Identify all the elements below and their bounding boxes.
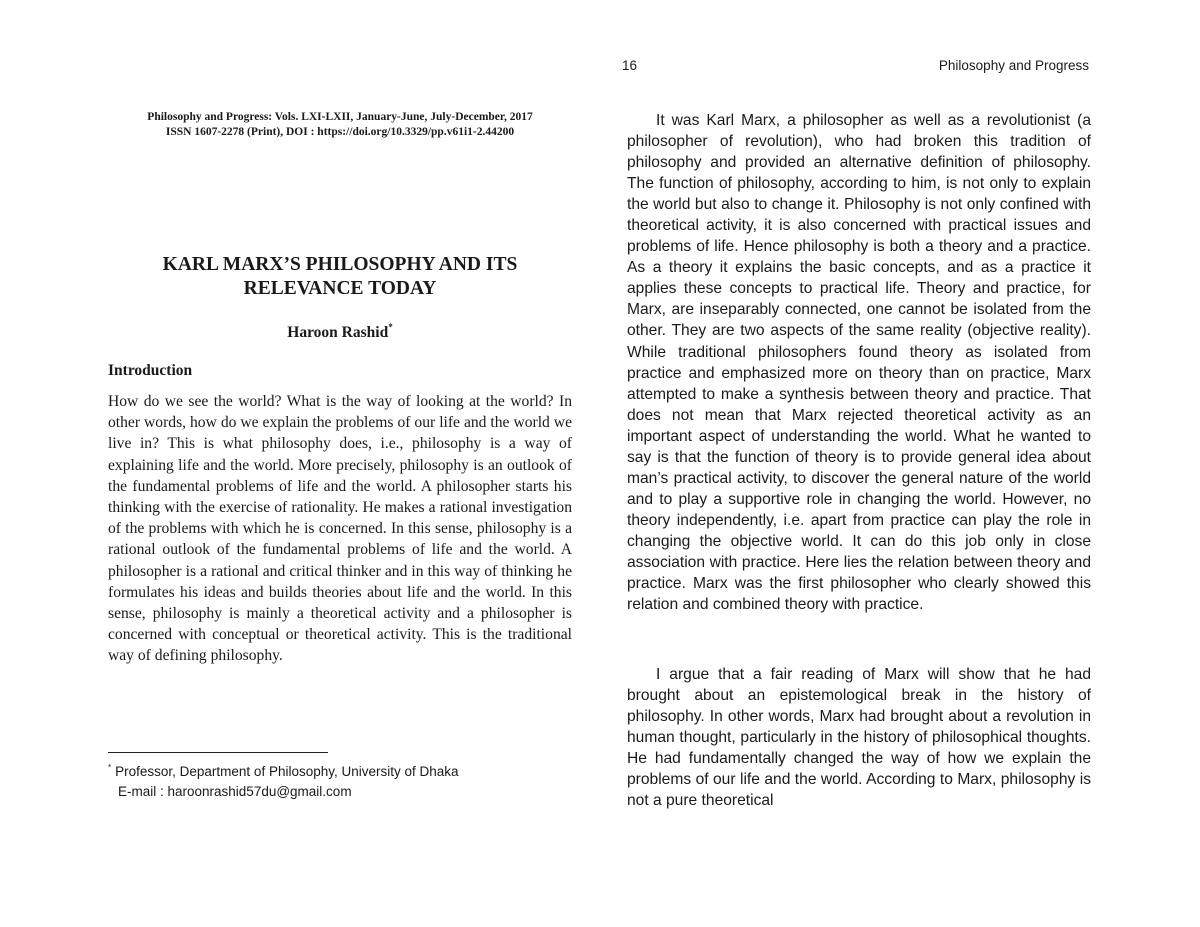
author-footnote-mark: * — [388, 322, 393, 332]
article-title — [108, 253, 572, 301]
footnote-divider — [108, 752, 328, 753]
running-head: Philosophy and Progress — [938, 58, 1089, 73]
page-number: 16 — [622, 58, 638, 73]
footnote-affiliation-line — [108, 762, 572, 782]
citation-volume-line: Philosophy and Progress: Vols. LXI-LXII, January-June, July-December, 2017 — [147, 111, 533, 123]
author-footnote — [108, 762, 572, 802]
footnote-mark: * — [108, 763, 112, 772]
section-heading-introduction: Introduction — [108, 362, 193, 379]
author-byline — [108, 323, 572, 343]
title-line-2: RELEVANCE TODAY — [243, 278, 437, 299]
introduction-paragraph: How do we see the world? What is the way of looking at the world? In other words, how do we explain the problems of our life and the world we live in? This is what philosophy does, i.e., philosophy is a way of explaining life and the world. More precisely, philosophy is an outlook of the fundamental problems of life and the world. A philosopher starts his thinking with the exercise of rationality. He makes a rational investigation of the problems with which he is concerned. In this sense, philosophy is a rational outlook of the fundamental problems of life and the world. A philosopher is a rational and critical thinker and in this way of thinking he formulates his ideas and builds theories about life and the world. In this sense, philosophy is mainly a theoretical activity and a philosopher is concerned with conceptual or theoretical activity. This is the traditional way of defining philosophy. — [108, 393, 572, 665]
author-name: Haroon Rashid — [287, 324, 389, 341]
footnote-email: E-mail : haroonrashid57du@gmail.com — [118, 784, 352, 799]
journal-citation — [108, 110, 572, 140]
citation-issn-doi-line: ISSN 1607-2278 (Print), DOI : https://doi.org/10.3329/pp.v61i1-2.44200 — [165, 126, 515, 138]
body-paragraph-1: It was Karl Marx, a philosopher as well as a revolutionist (a philosopher of revolution), who had broken this tradition of philosophy and provided an alternative definition of philosophy. The function of philosophy, according to him, is not only to explain the world but also to change it. Philosophy is not only confined with theoretical activity, it is also concerned with practical issues and problems of life. Hence philosophy is both a theory and a practice. As a theory it explains the basic concepts, and as a practice it applies these concepts to practical life. Theory and practice, for Marx, are inseparably connected, one cannot be isolated from the other. They are two aspects of the same reality (objective reality). While traditional philosophers found theory as isolated from practice and emphasized more on theory than on practice, Marx attempted to make a synthesis between theory and practice. That does not mean that Marx rejected theoretical activity as an important aspect of understanding the world. What he wanted to say is that the function of theory is to provide general idea about man’s practical activity, to discover the general nature of the world and to play a supportive role in changing the world. However, no theory independently, i.e. apart from practice can play the role in changing the objective world. It can do this job only in close association with practice. Here lies the relation between theory and practice. Marx was the first philosopher who clearly showed this relation and combined theory with practice. — [627, 112, 1091, 614]
title-line-1: KARL MARX’S PHILOSOPHY AND ITS — [162, 254, 518, 275]
footnote-affiliation: Professor, Department of Philosophy, University of Dhaka — [115, 764, 459, 779]
body-paragraph-2: I argue that a fair reading of Marx will show that he had brought about an epistemological break in the history of philosophy. In other words, Marx had brought about a revolution in human thought, particularly in the history of philosophical thoughts. He had fundamentally changed the way of how we explain the problems of our life and the world. According to Marx, philosophy is not a pure theoretical — [627, 666, 1091, 810]
